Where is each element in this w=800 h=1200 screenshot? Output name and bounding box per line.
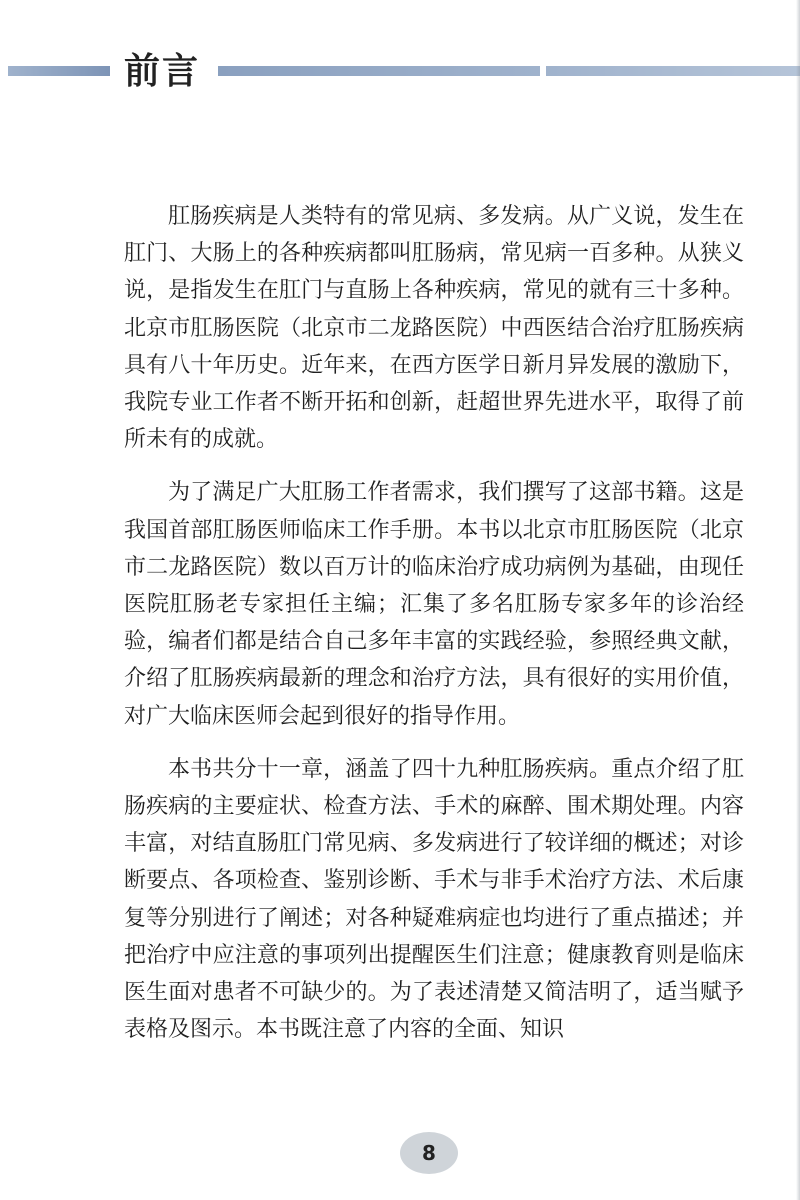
page-number: 8 — [422, 1141, 436, 1165]
page-number-badge — [400, 1132, 458, 1174]
page-edge-shadow — [796, 0, 800, 1200]
paragraph-1: 肛肠疾病是人类特有的常见病、多发病。从广义说，发生在肛门、大肠上的各种疾病都叫肛肠病，常见病一百多种。从狭义说，是指发生在肛门与直肠上各种疾病，常见的就有三十多种。北京市肛肠医院（北京市二龙路医院）中西医结合治疗肛肠疾病具有八十年历史。近年来，在西方医学日新月异发展的激励下，我院专业工作者不断开拓和创新，赶超世界先进水平，取得了前所未有的成就。 — [124, 204, 744, 453]
header-rule-left — [8, 66, 110, 76]
paragraph-3: 本书共分十一章，涵盖了四十九种肛肠疾病。重点介绍了肛肠疾病的主要症状、检查方法、手术的麻醉、围术期处理。内容丰富，对结直肠肛门常见病、多发病进行了较详细的概述；对诊断要点、各项检查、鉴别诊断、手术与非手术治疗方法、术后康复等分别进行了阐述；对各种疑难病症也均进行了重点描述；并把治疗中应注意的事项列出提醒医生们注意；健康教育则是临床医生面对患者不可缺少的。为了表述清楚又简洁明了，适当赋予表格及图示。本书既注意了内容的全面、知识 — [124, 756, 744, 1043]
page-title: 前言 — [124, 51, 201, 92]
body-text — [124, 198, 744, 1064]
paragraph-2: 为了满足广大肛肠工作者需求，我们撰写了这部书籍。这是我国首部肛肠医师临床工作手册。本书以北京市肛肠医院（北京市二龙路医院）数以百万计的临床治疗成功病例为基础，由现任医院肛肠老专家担任主编；汇集了多名肛肠专家多年的诊治经验，编者们都是结合自己多年丰富的实践经验，参照经典文献，介绍了肛肠疾病最新的理念和治疗方法，具有很好的实用价值，对广大临床医师会起到很好的指导作用。 — [124, 480, 744, 729]
header-rule-right — [218, 66, 800, 76]
